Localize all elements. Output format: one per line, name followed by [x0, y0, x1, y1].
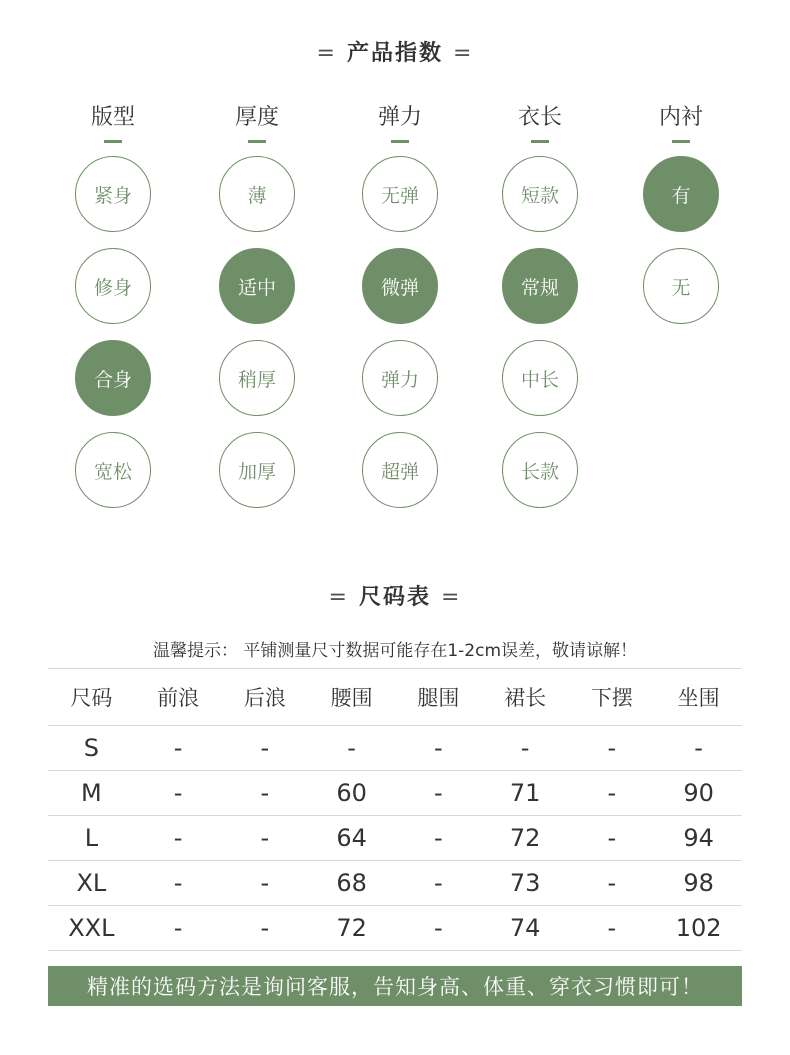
table-cell: 71	[482, 771, 569, 816]
index-option: 稍厚	[219, 340, 295, 416]
header-underline	[248, 140, 266, 143]
table-cell: 74	[482, 906, 569, 951]
table-cell: -	[395, 861, 482, 906]
size-chart-title-text: 尺码表	[358, 585, 431, 610]
product-index-title	[0, 36, 790, 67]
size-chart-title	[0, 580, 790, 611]
column-header: 坐围	[655, 669, 742, 726]
table-cell: 90	[655, 771, 742, 816]
size-label-cell: S	[48, 726, 135, 771]
table-cell: -	[395, 816, 482, 861]
size-label-cell: XXL	[48, 906, 135, 951]
index-option: 修身	[75, 248, 151, 324]
column-header: 下摆	[569, 669, 656, 726]
table-cell: -	[482, 726, 569, 771]
index-column	[621, 104, 741, 340]
table-cell: -	[569, 726, 656, 771]
index-column-header: 内衬	[658, 105, 703, 130]
title-deco-left: =	[316, 41, 337, 66]
table-cell: 68	[308, 861, 395, 906]
table-cell: -	[569, 861, 656, 906]
header-underline	[531, 140, 549, 143]
index-column-header: 版型	[90, 105, 135, 130]
table-cell: -	[222, 906, 309, 951]
table-cell: -	[135, 771, 222, 816]
index-option: 薄	[219, 156, 295, 232]
table-cell: -	[569, 906, 656, 951]
column-header: 后浪	[222, 669, 309, 726]
header-underline	[672, 140, 690, 143]
index-column-header: 衣长	[517, 105, 562, 130]
table-cell: 73	[482, 861, 569, 906]
table-cell: 94	[655, 816, 742, 861]
index-option: 紧身	[75, 156, 151, 232]
measurement-note: 温馨提示： 平铺测量尺寸数据可能存在1-2cm误差，敬请谅解！	[152, 641, 638, 661]
table-cell: -	[135, 726, 222, 771]
column-header: 腰围	[308, 669, 395, 726]
table-row	[48, 861, 742, 906]
index-column	[197, 104, 317, 524]
index-option-selected: 有	[643, 156, 719, 232]
table-cell: 72	[482, 816, 569, 861]
table-cell: -	[395, 906, 482, 951]
index-option: 短款	[502, 156, 578, 232]
table-row	[48, 726, 742, 771]
index-option: 加厚	[219, 432, 295, 508]
table-cell: -	[395, 771, 482, 816]
title-deco-right: =	[453, 41, 474, 66]
table-cell: -	[135, 816, 222, 861]
column-header: 腿围	[395, 669, 482, 726]
size-table-header	[48, 669, 742, 726]
index-option: 超弹	[362, 432, 438, 508]
column-header: 裙长	[482, 669, 569, 726]
table-row	[48, 906, 742, 951]
header-underline	[104, 140, 122, 143]
size-label-cell: XL	[48, 861, 135, 906]
product-index-title-text: 产品指数	[346, 41, 443, 66]
column-header: 前浪	[135, 669, 222, 726]
table-cell: -	[569, 771, 656, 816]
size-label-cell: L	[48, 816, 135, 861]
index-option-selected: 常规	[502, 248, 578, 324]
index-column	[53, 104, 173, 524]
header-underline	[391, 140, 409, 143]
table-cell: 98	[655, 861, 742, 906]
table-cell: -	[222, 771, 309, 816]
column-header: 尺码	[48, 669, 135, 726]
table-cell: -	[135, 861, 222, 906]
table-cell: -	[222, 726, 309, 771]
table-cell: 64	[308, 816, 395, 861]
table-cell: -	[222, 861, 309, 906]
index-column-header: 弹力	[377, 105, 422, 130]
index-column-header: 厚度	[234, 105, 279, 130]
table-cell: -	[222, 816, 309, 861]
index-option-selected: 微弹	[362, 248, 438, 324]
index-option-selected: 合身	[75, 340, 151, 416]
table-cell: -	[135, 906, 222, 951]
table-cell: 102	[655, 906, 742, 951]
index-option: 无	[643, 248, 719, 324]
table-cell: -	[395, 726, 482, 771]
index-option: 中长	[502, 340, 578, 416]
index-column	[480, 104, 600, 524]
index-column	[340, 104, 460, 524]
size-label-cell: M	[48, 771, 135, 816]
table-cell: 60	[308, 771, 395, 816]
index-option-selected: 适中	[219, 248, 295, 324]
index-option: 无弹	[362, 156, 438, 232]
table-cell: 72	[308, 906, 395, 951]
index-option: 宽松	[75, 432, 151, 508]
table-cell: -	[569, 816, 656, 861]
size-advice-banner: 精准的选码方法是询问客服，告知身高、体重、穿衣习惯即可！	[48, 966, 742, 1006]
title-deco-right: =	[441, 585, 462, 610]
index-option: 长款	[502, 432, 578, 508]
table-cell: -	[655, 726, 742, 771]
size-table	[48, 668, 742, 951]
table-row	[48, 816, 742, 861]
table-cell: -	[308, 726, 395, 771]
title-deco-left: =	[328, 585, 349, 610]
table-row	[48, 771, 742, 816]
index-option: 弹力	[362, 340, 438, 416]
